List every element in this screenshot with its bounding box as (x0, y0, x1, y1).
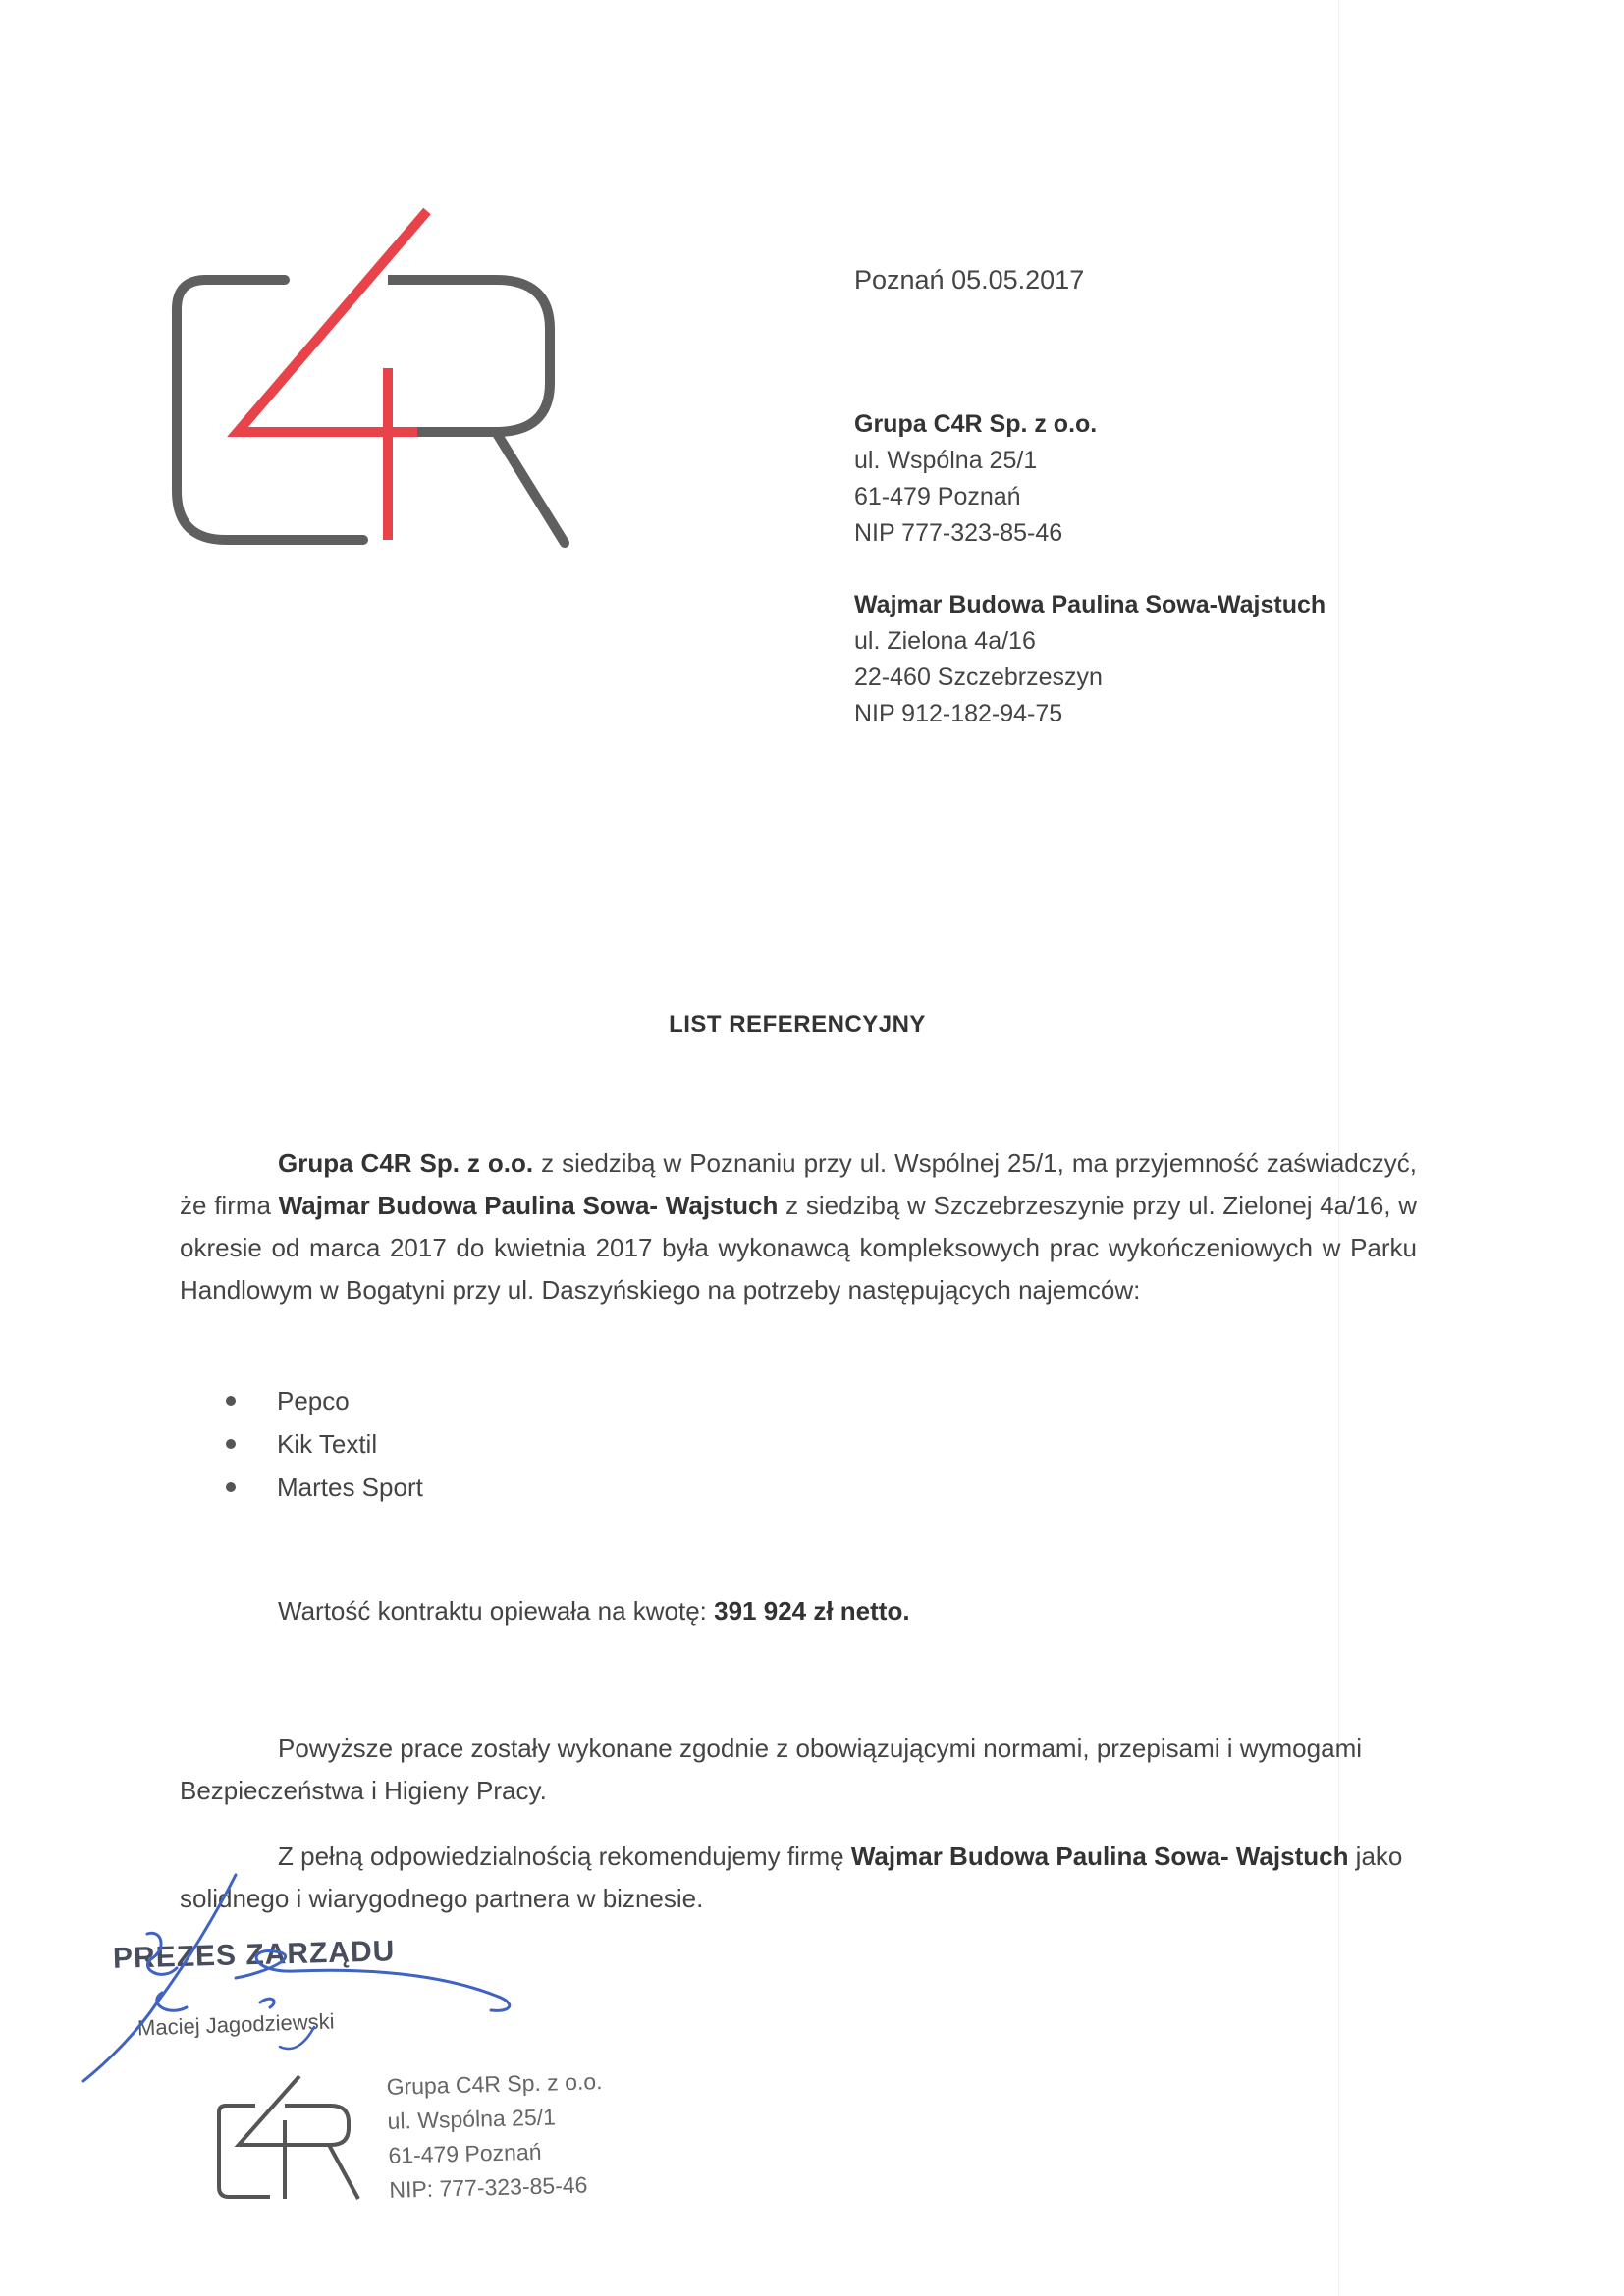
recipient-nip: NIP 912-182-94-75 (854, 700, 1063, 727)
bullet-icon (226, 1482, 236, 1492)
intro-text-a: z siedzibą w Poznaniu przy ul. Wspólnej 25/1, ma przyjemność zaświadczyć, że firma (180, 1148, 1417, 1220)
stamp-address (386, 2064, 605, 2208)
recommend-text-a: Z pełną odpowiedzialnością rekomendujemy firmę (278, 1842, 851, 1871)
intro-text-b: z siedzibą w Szczebrzeszynie przy ul. Zielonej 4a/16, w okresie od marca 2017 do kwietnia 2017 była wykonawcą kompleksowych prac wykończeniowych w Parku Handlowym w Bogatyni przy ul. Daszyńskiego na potrzeby następujących najemców: (180, 1191, 1418, 1305)
sender-name: Grupa C4R Sp. z o.o. (854, 410, 1098, 438)
recipient-city: 22-460 Szczebrzeszyn (854, 664, 1103, 691)
stamp-title: PREZES ZARZĄDU (112, 1935, 396, 1975)
stamp-company: Grupa C4R Sp. z o.o. (386, 2068, 603, 2100)
sender-nip: NIP 777-323-85-46 (854, 519, 1063, 547)
letter-title: LIST REFERENCYJNY (669, 1011, 926, 1038)
recipient-name: Wajmar Budowa Paulina Sowa-Wajstuch (854, 591, 1326, 618)
contract-amount: 391 924 zł netto. (714, 1596, 910, 1626)
company-name: Grupa C4R Sp. z o.o. (278, 1148, 534, 1178)
bullet-icon (226, 1439, 236, 1449)
recommend-text-b: jako solidnego i wiarygodnego partnera w biznesie. (180, 1842, 1403, 1913)
list-item: Martes Sport (226, 1466, 423, 1509)
stamp-nip: NIP: 777-323-85-46 (389, 2171, 588, 2203)
sender-street: ul. Wspólna 25/1 (854, 447, 1038, 474)
recipient-street: ul. Zielona 4a/16 (854, 627, 1036, 655)
paragraph-compliance: Powyższe prace zostały wykonane zgodnie z obowiązującymi normami, przepisami i wymogami Bezpieczeństwa i Higieny Pracy. (180, 1734, 1362, 1805)
stamp-name: Maciej Jagodziewski (136, 2008, 335, 2041)
handwritten-signature (69, 1845, 560, 2101)
list-item: Pepco (226, 1379, 423, 1422)
stamp-street: ul. Wspólna 25/1 (387, 2104, 557, 2134)
stamp-c4r-logo (211, 2071, 368, 2209)
sender-address (854, 406, 1097, 552)
tenant-list (226, 1379, 423, 1509)
c4r-logo (167, 201, 579, 555)
list-item: Kik Textil (226, 1422, 423, 1466)
recipient-address (854, 587, 1326, 732)
contractor-name: Wajmar Budowa Paulina Sowa- Wajstuch (278, 1191, 779, 1220)
sender-city: 61-479 Poznań (854, 483, 1021, 510)
contract-value (278, 1590, 1515, 1632)
bullet-icon (226, 1396, 236, 1406)
recommend-contractor: Wajmar Budowa Paulina Sowa- Wajstuch (850, 1842, 1349, 1871)
stamp-city: 61-479 Poznań (388, 2138, 542, 2168)
letter-date: Poznań 05.05.2017 (854, 265, 1085, 294)
paragraph-intro (180, 1143, 1417, 1311)
contract-label: Wartość kontraktu opiewała na kwotę: (278, 1596, 715, 1626)
